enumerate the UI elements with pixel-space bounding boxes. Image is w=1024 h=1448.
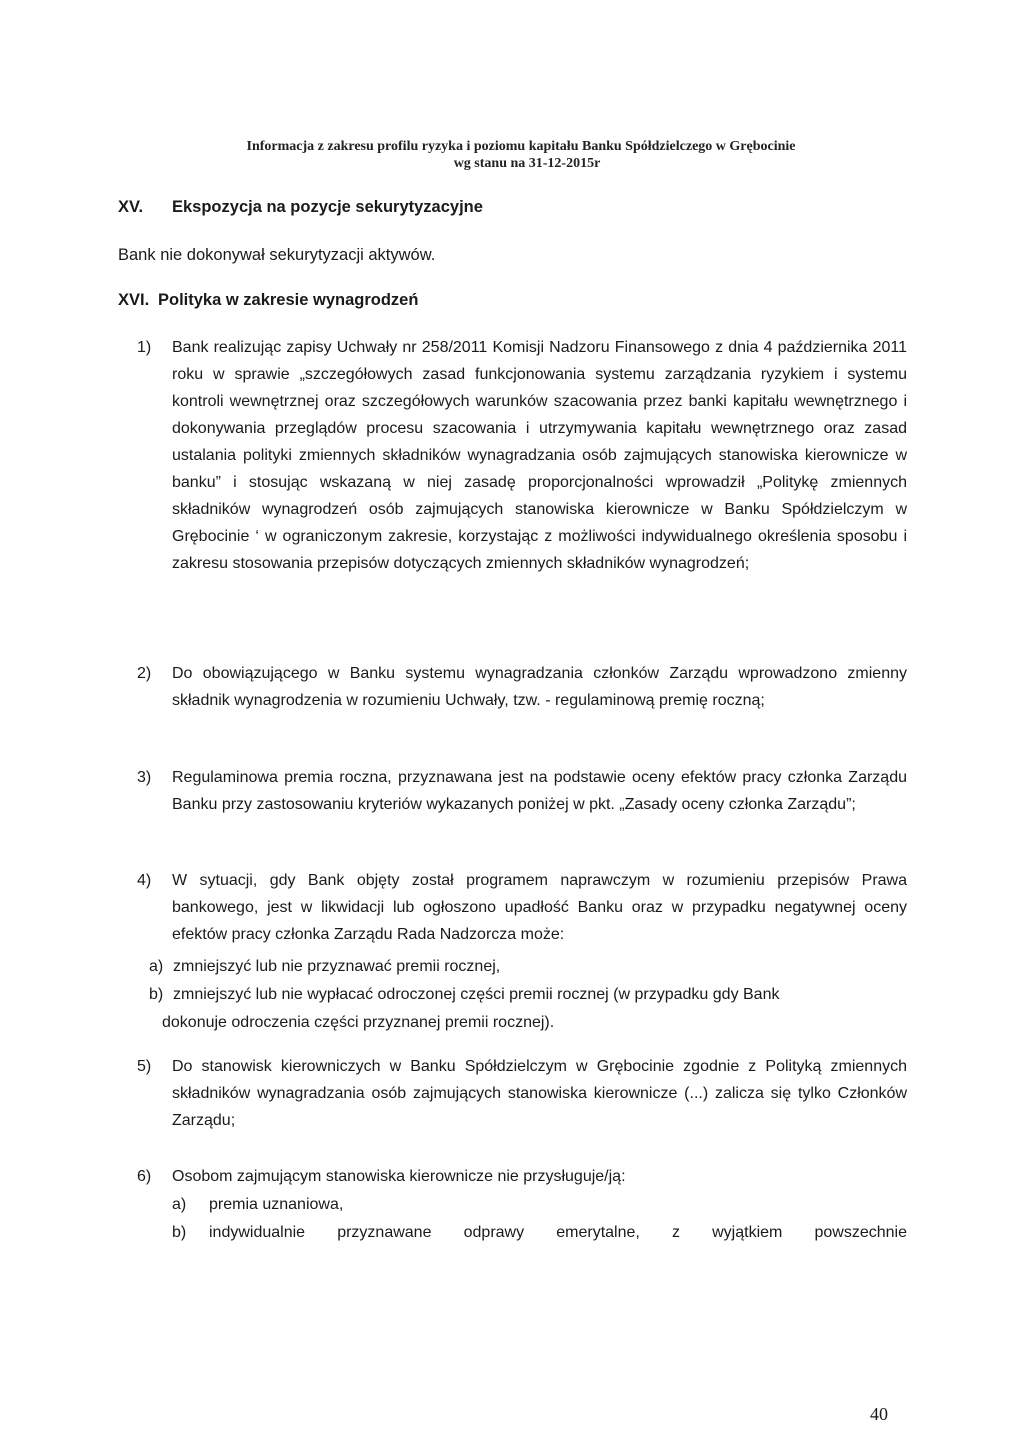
sub-item-text: premia uznaniowa,: [209, 1196, 344, 1213]
list-item: [137, 1053, 907, 1134]
list-item-number: 6): [137, 1168, 152, 1185]
sub-item-text: indywidualnie przyznawane odprawy emerytalne, z wyjątkiem powszechnie: [209, 1224, 907, 1241]
sub-item: [149, 953, 500, 980]
section-xvi-heading: [118, 290, 418, 310]
sub-item-text: zmniejszyć lub nie wypłacać odroczonej części premii rocznej (w przypadku gdy Bank: [173, 986, 780, 1003]
list-item-number: 1): [137, 339, 152, 356]
sub-item: [172, 1191, 343, 1218]
list-item-number: 2): [137, 665, 152, 682]
list-item: [137, 867, 907, 948]
header-title: Informacja z zakresu profilu ryzyka i poziomu kapitału Banku Spółdzielczego w Grębocinie: [246, 139, 796, 154]
list-item-number: 5): [137, 1058, 152, 1075]
section-xv-text: Bank nie dokonywał sekurytyzacji aktywów.: [118, 246, 436, 264]
list-item: [137, 1163, 907, 1190]
sub-item-text: zmniejszyć lub nie przyznawać premii rocznej,: [173, 958, 501, 975]
list-item-number: 4): [137, 872, 152, 889]
sub-item-label: b): [172, 1224, 187, 1241]
list-item-text: Bank realizując zapisy Uchwały nr 258/2011 Komisji Nadzoru Finansowego z dnia 4 października 2011 roku w sprawie „szczegółowych zasad funkcjonowania systemu zarządzania ryzykiem i systemu kontroli wewnętrznej oraz szczegółowych warunków szacowania przez banki kapitału wewnętrznego i dokonywania przeglądów procesu szacowania i utrzymywania kapitału wewnętrznego oraz zasad ustalania polityki zmiennych składników wynagradzania osób zajmujących stanowiska kierownicze w banku” i stosując wskazaną w niej zasadę proporcjonalności wprowadził „Politykę zmiennych składników wynagrodzeń osób zajmujących stanowiska kierownicze w Banku Spółdzielczym w Grębocinie ‘ w ograniczonym zakresie, korzystając z możliwości indywidualnego określenia sposobu i zakresu stosowania przepisów dotyczących zmiennych składników wynagrodzeń;: [172, 339, 907, 572]
section-xv-title: Ekspozycja na pozycje sekurytyzacyjne: [172, 198, 483, 216]
list-item-number: 3): [137, 769, 152, 786]
section-xv-number: XV.: [118, 198, 144, 216]
list-item: [137, 764, 907, 818]
list-item: [137, 660, 907, 714]
list-item-text: W sytuacji, gdy Bank objęty został programem naprawczym w rozumieniu przepisów Prawa bankowego, jest w likwidacji lub ogłoszono upadłość Banku oraz w przypadku negatywnej oceny efektów pracy członka Zarządu Rada Nadzorcza może:: [172, 872, 907, 943]
list-item-text: Osobom zajmującym stanowiska kierownicze nie przysługuje/ją:: [172, 1168, 626, 1185]
sub-item: [172, 1219, 907, 1246]
list-item: [137, 334, 907, 577]
section-xv-heading: [118, 197, 483, 217]
sub-item-label: a): [172, 1196, 187, 1213]
section-xvi-title: Polityka w zakresie wynagrodzeń: [158, 291, 419, 309]
section-xvi-number: XVI.: [118, 291, 150, 309]
sub-item-label: b): [149, 986, 164, 1003]
list-item-text: Do obowiązującego w Banku systemu wynagradzania członków Zarządu wprowadzono zmienny składnik wynagrodzenia w rozumieniu Uchwały, tzw. - regulaminową premię roczną;: [172, 665, 907, 709]
sub-item-continuation: dokonuje odroczenia części przyznanej premii rocznej).: [162, 1014, 555, 1031]
list-item-text: Regulaminowa premia roczna, przyznawana jest na podstawie oceny efektów pracy członka Zarządu Banku przy zastosowaniu kryteriów wykazanych poniżej w pkt. „Zasady oceny członka Zarządu”;: [172, 769, 907, 813]
sub-item: [149, 981, 779, 1008]
sub-item-label: a): [149, 958, 164, 975]
list-item-text: Do stanowisk kierowniczych w Banku Spółdzielczym w Grębocinie zgodnie z Polityką zmiennych składników wynagradzania osób zajmujących stanowiska kierownicze (...) zalicza się tylko Członków Zarządu;: [172, 1058, 907, 1129]
header-date: wg stanu na 31-12-2015r: [453, 156, 601, 171]
document-header: [0, 138, 1024, 172]
page-number: 40: [870, 1404, 888, 1424]
